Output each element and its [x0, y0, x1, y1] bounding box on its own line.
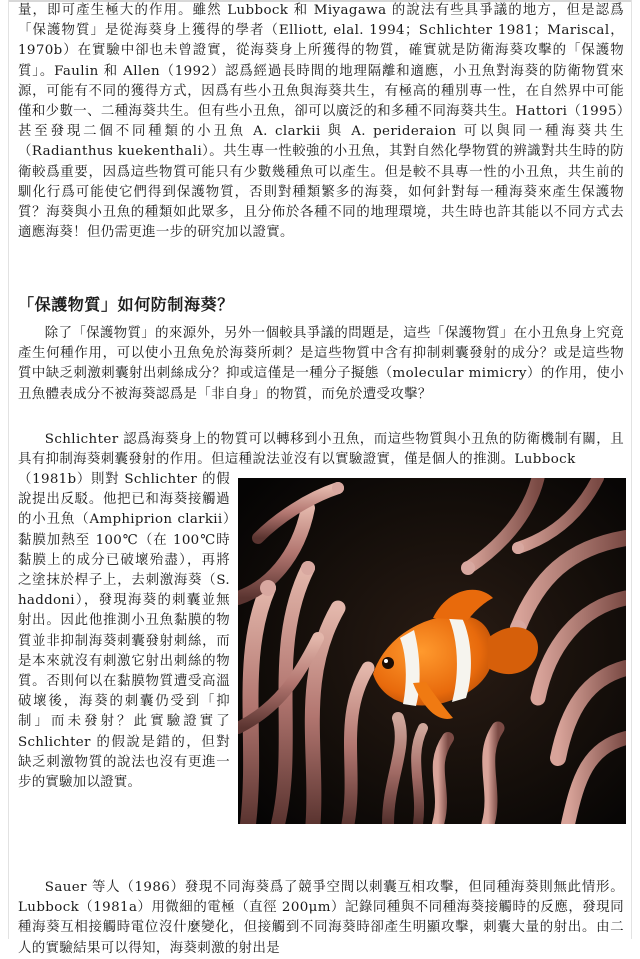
clownfish-anemone-photo — [238, 478, 626, 824]
paragraph-2: 除了「保護物質」的來源外，另外一個較具爭議的問題是，這些「保護物質」在小丑魚身上究竟產生何種作用，可以使小丑魚免於海葵所刺？是這些物質中含有抑制刺囊發射的成分？或是這些物質中缺乏刺激刺囊射出刺絲成分？抑或這僅是一種分子擬態（molecular mimicry）的作用，使小丑魚體表成分不被海葵認爲是「非自身」的物質，而免於遭受攻擊？ — [18, 326, 624, 402]
paragraph-3-continued: （1981b）則對 Schlichter 的假說提出反駁。他把已和海葵接觸過的小丑魚（Amphiprion clarkii）黏膜加熱至 100℃（在 100℃時黏膜上的成分已破壞殆盡），再將之塗抹於桿子上，去刺激海葵（S. haddoni），發現海葵的刺囊並無射出。因此他推測小丑魚黏膜的物質並非抑制海葵刺囊發射刺絲，而是本來就沒有刺激它射出刺絲的物質。否則何以在黏膜物質遭受高溫破壞後，海葵的刺囊仍受到「抑制」而未發射？此實驗證實了 Schlichter 的假說是錯的，但對缺乏刺激物質的說法也沒有更進一步的實驗加以證實。 — [18, 472, 230, 791]
section-heading: 「保護物質」如何防制海葵？ — [18, 295, 234, 314]
paragraph-4: Sauer 等人（1986）發現不同海葵爲了競爭空間以刺囊互相攻擊，但同種海葵則無此情形。Lubbock（1981a）用微細的電極（直徑 200μm）記錄同種與不同種海葵接觸時的反應，發現同種海葵互相接觸時電位沒什麼變化，但接觸到不同海葵時卻產生明顯攻擊，刺囊大量的射出。由二人的實驗結果可以得知，海葵刺激的射出是 — [18, 880, 624, 956]
paragraph-1: 量，即可產生極大的作用。雖然 Lubbock 和 Miyagawa 的說法有些具爭議的地方，但是認爲「保護物質」是從海葵身上獲得的學者（Elliott, elal. 1994；Schlichter 1981；Mariscal，1970b）在實驗中卻也未曾證實，從海葵身上所獲得的物質，確實就是防衛海葵攻擊的「保護物質」。Faulin 和 Allen（1992）認爲經過長時間的地理隔離和適應，小丑魚對海葵的防衛物質來源，可能有不同的獲得方式，因爲有些小丑魚與海葵共生，有極高的種別專一性，在自然界中可能僅和少數一、二種海葵共生。但有些小丑魚，卻可以廣泛的和多種不同海葵共生。Hattori（1995）甚至發現二個不同種類的小丑魚 A. clarkii 與 A. perideraion 可以與同一種海葵共生（Radianthus kuekenthali）。共生專一性較強的小丑魚，其對自然化學物質的辨識對共生時的防衛較爲重要，因爲這些物質可能只有少數幾種魚可以產生。但是較不具專一性的小丑魚，共生前的馴化行爲可能使它們得到保護物質，否則對種類繁多的海葵，如何針對每一種海葵來產生保護物質？海葵與小丑魚的種類如此眾多，且分佈於各種不同的地理環境，共生時也許其能以不同方式去適應海葵！但仍需更進一步的研究加以證實。 — [18, 3, 624, 241]
clownfish-illustration — [238, 478, 626, 824]
paragraph-3: Schlichter 認爲海葵身上的物質可以轉移到小丑魚，而這些物質與小丑魚的防衛機制有關，且具有抑制海葵刺囊發射的作用。但這種說法並沒有以實驗證實，僅是個人的推測。Lubbock — [18, 432, 624, 468]
page-frame-left — [8, 0, 9, 939]
page-frame-right — [631, 0, 632, 939]
